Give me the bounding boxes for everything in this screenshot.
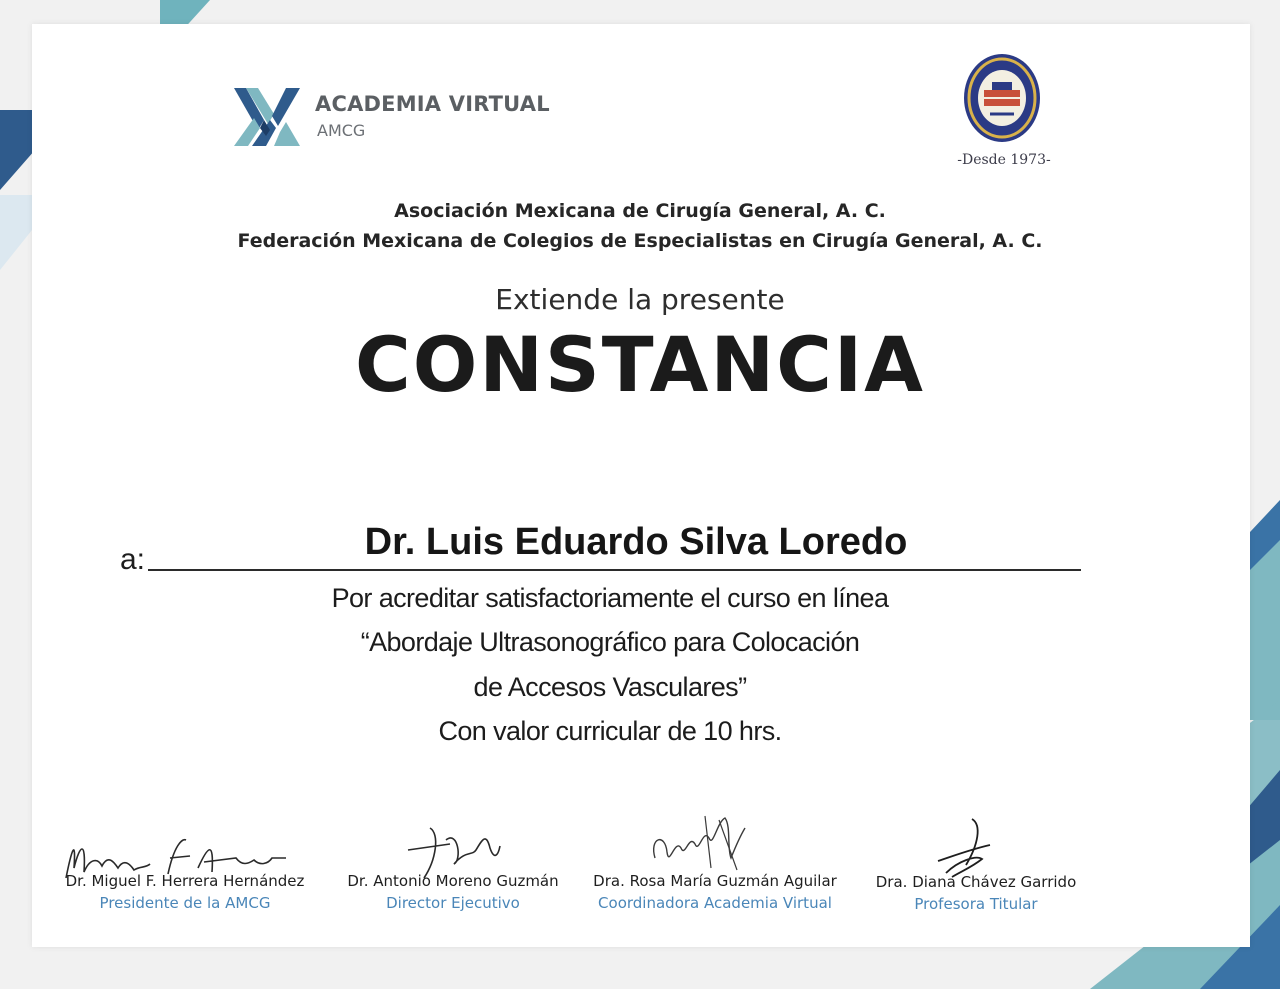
organization-name: Asociación Mexicana de Cirugía General, A. C. <box>394 200 886 222</box>
intro-text: Extiende la presente <box>495 283 785 316</box>
signatory-role: Coordinadora Academia Virtual <box>598 894 832 912</box>
signatory-name: Dr. Antonio Moreno Guzmán <box>347 872 559 890</box>
course-title-line: “Abordaje Ultrasonográfico para Colocación <box>360 627 860 657</box>
body-line: Por acreditar satisfactoriamente el curso en línea <box>331 583 889 613</box>
signatory-name: Dra. Diana Chávez Garrido <box>875 873 1077 891</box>
logo-title: ACADEMIA VIRTUAL <box>315 92 550 116</box>
signature-guzman-icon <box>645 808 755 880</box>
recipient-prefix: a: <box>120 543 146 576</box>
curricular-value-line: Con valor curricular de 10 hrs. <box>438 716 782 746</box>
certificate-title: CONSTANCIA <box>355 320 925 409</box>
academia-virtual-logo-icon <box>230 84 304 150</box>
federation-name: Federación Mexicana de Colegios de Especialistas en Cirugía General, A. C. <box>237 230 1043 252</box>
signatory-role: Presidente de la AMCG <box>99 894 271 912</box>
recipient-underline <box>148 569 1081 571</box>
certificate-card <box>32 24 1250 947</box>
association-seal-icon <box>960 52 1044 148</box>
signatory-name: Dra. Rosa María Guzmán Aguilar <box>593 872 837 890</box>
signatory-role: Director Ejecutivo <box>386 894 520 912</box>
signatory-name: Dr. Miguel F. Herrera Hernández <box>65 872 305 890</box>
signatory-role: Profesora Titular <box>914 895 1038 913</box>
recipient-name: Dr. Luis Eduardo Silva Loredo <box>364 521 908 563</box>
seal-caption: -Desde 1973- <box>957 152 1051 168</box>
logo-subtitle: AMCG <box>317 121 366 140</box>
course-title-line: de Accesos Vasculares” <box>473 672 747 702</box>
